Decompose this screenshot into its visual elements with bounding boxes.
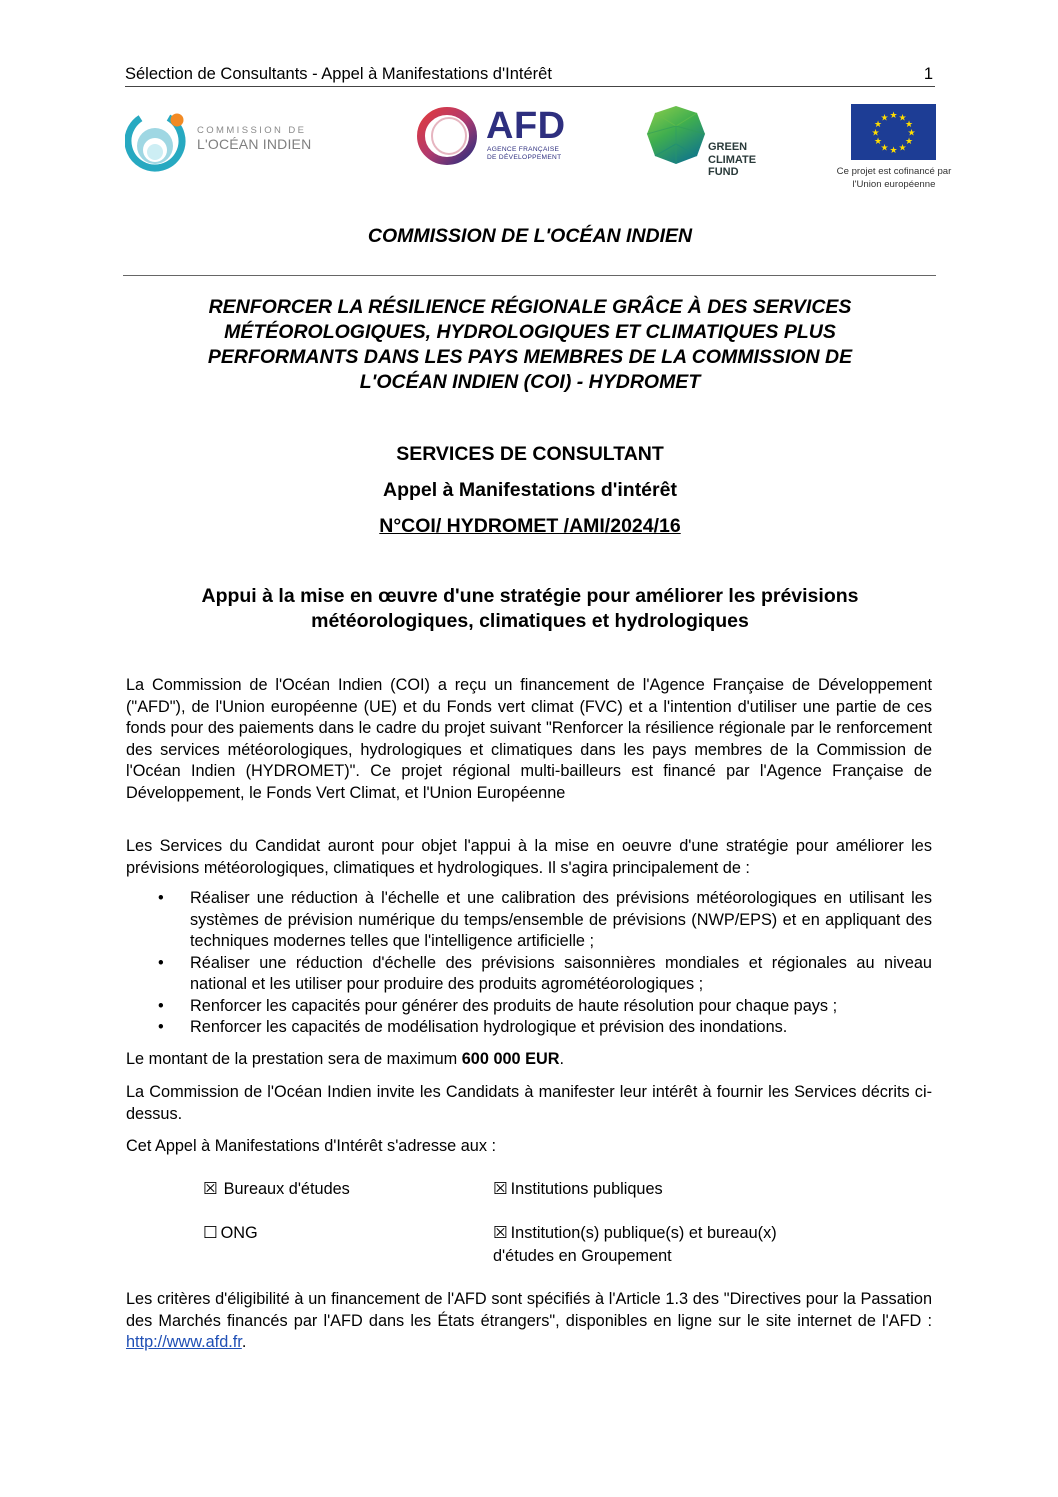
services-heading: SERVICES DE CONSULTANT — [396, 443, 664, 465]
bullet-icon: • — [158, 1018, 164, 1036]
paragraph-invitation: La Commission de l'Océan Indien invite les Candidats à manifester leur intérêt à fournir les Services décrits ci-dessus. — [126, 1083, 932, 1123]
checked-box-icon: ☒ — [493, 1180, 508, 1198]
paragraph-financing: La Commission de l'Océan Indien (COI) a reçu un financement de l'Agence Française de Développement ("AFD"), de l'Union européenne (UE) et du Fonds vert climat (FVC) et a l'intention d'utiliser une partie de ces fonds pour des paiements dans le cadre du projet suivant "Renforcer la résilience régionale par le renforcement des services météorologiques, hydrologiques et climatiques dans les pays membres de la Commission de l'Océan Indien (HYDROMET)". Ce projet régional multi-bailleurs est financé par l'Agence Française de Développement, le Fonds Vert Climat, et l'Union Européenne — [126, 676, 932, 802]
subject-line2: météorologiques, climatiques et hydrologiques — [311, 610, 749, 632]
afd-logo — [416, 106, 566, 166]
gcf-logo-line1: GREEN — [708, 141, 748, 153]
checkbox-label: Institution(s) publique(s) et bureau(x) d'études en Groupement — [493, 1224, 777, 1265]
eu-caption-line2: l'Union européenne — [852, 178, 936, 190]
svg-text:★: ★ — [904, 137, 914, 147]
amount-suffix: . — [559, 1050, 565, 1068]
project-title — [150, 295, 910, 395]
amount-prefix: Le montant de la prestation sera de maximum — [126, 1050, 462, 1068]
svg-text:★: ★ — [880, 143, 889, 154]
coi-emblem-icon — [125, 108, 190, 173]
running-header — [125, 64, 935, 87]
title-divider — [123, 275, 936, 276]
page-number: 1 — [923, 65, 933, 83]
subject-line1: Appui à la mise en œuvre d'une stratégie pour améliorer les prévisions — [201, 585, 859, 607]
services-bullet-list — [126, 888, 932, 1039]
bullet-icon: • — [158, 889, 164, 907]
running-header-title: Sélection de Consultants - Appel à Manifestations d'Intérêt — [125, 65, 552, 83]
afd-logo-line2: DE DÉVELOPPEMENT — [487, 154, 562, 161]
svg-text:★: ★ — [907, 128, 916, 139]
coi-logo-line2: L'OCÉAN INDIEN — [197, 136, 312, 152]
project-title-line4: L'OCÉAN INDIEN (COI) - HYDROMET — [359, 371, 701, 393]
eu-caption-line1: Ce projet est cofinancé par — [836, 166, 952, 177]
gcf-logo-line3: FUND — [708, 166, 739, 178]
gcf-globe-icon — [645, 104, 707, 166]
subject-heading — [150, 584, 910, 634]
list-item — [126, 888, 932, 953]
svg-text:★: ★ — [904, 120, 914, 130]
list-item — [126, 1017, 932, 1039]
checkbox-label: Institutions publiques — [510, 1180, 663, 1198]
afd-website-link[interactable]: http://www.afd.fr — [126, 1333, 242, 1351]
green-climate-fund-logo — [645, 104, 765, 179]
svg-text:★: ★ — [880, 113, 889, 124]
gcf-logo-text — [708, 141, 756, 179]
paragraph-audience: Cet Appel à Manifestations d'Intérêt s'adresse aux : — [126, 1137, 497, 1155]
svg-text:★: ★ — [898, 143, 907, 154]
project-title-line2: MÉTÉOROLOGIQUES, HYDROLOGIQUES ET CLIMATIQUES PLUS — [224, 321, 836, 343]
afd-ring-icon — [416, 106, 480, 166]
paragraph-eligibility — [126, 1289, 932, 1354]
checkbox-label: ONG — [220, 1224, 258, 1242]
afd-logo-subtitle — [487, 146, 561, 162]
project-title-line3: PERFORMANTS DANS LES PAYS MEMBRES DE LA COMMISSION DE — [207, 346, 853, 368]
list-item — [126, 996, 932, 1018]
eligibility-text: Les critères d'éligibilité à un financement de l'AFD sont spécifiés à l'Article 1.3 des "Directives pour la Passation des Marchés financés par l'AFD dans les États étrangers", disponibles en ligne sur le site internet de l'AFD : — [126, 1290, 932, 1330]
eu-cofinancing-caption — [835, 166, 953, 191]
coi-logo — [125, 108, 315, 173]
afd-logo-line1: AGENCE FRANÇAISE — [487, 146, 560, 153]
coi-logo-line1: COMMISSION DE — [197, 125, 307, 136]
eu-flag-icon — [851, 104, 936, 160]
unchecked-box-icon: ☐ — [203, 1224, 218, 1242]
checkbox-groupement[interactable] — [493, 1222, 823, 1268]
project-title-line1: RENFORCER LA RÉSILIENCE RÉGIONALE GRÂCE À DES SERVICES — [208, 296, 852, 318]
checkbox-bureaux-etudes[interactable] — [203, 1178, 350, 1201]
amount-value: 600 000 EUR — [461, 1050, 560, 1068]
svg-text:★: ★ — [898, 113, 907, 124]
eu-logo — [836, 104, 952, 192]
bullet-icon: • — [158, 996, 164, 1015]
list-item-text: Réaliser une réduction à l'échelle et une calibration des prévisions météorologiques en utilisant les systèmes de prévision numérique du temps/ensemble de prévisions (NWP/EPS) et en appliquant des techniques modernes telles que l'intelligence artificielle ; — [190, 889, 932, 950]
bullet-icon: • — [158, 953, 164, 972]
list-item-text: Renforcer les capacités pour générer des produits de haute résolution pour chaque pays ; — [190, 996, 838, 1015]
svg-text:★: ★ — [873, 137, 883, 147]
call-heading: Appel à Manifestations d'intérêt — [383, 479, 677, 501]
paragraph-amount — [126, 1049, 932, 1071]
reference-number: N°COI/ HYDROMET /AMI/2024/16 — [379, 515, 681, 537]
checked-box-icon: ☒ — [203, 1180, 218, 1198]
organization-title: COMMISSION DE L'OCÉAN INDIEN — [367, 225, 693, 247]
checkbox-label: Bureaux d'études — [223, 1180, 350, 1198]
paragraph-services: Les Services du Candidat auront pour objet l'appui à la mise en oeuvre d'une stratégie pour améliorer les prévisions météorologiques, climatiques et hydrologiques. Il s'agira principalement de : — [126, 837, 932, 877]
list-item-text: Renforcer les capacités de modélisation hydrologique et prévision des inondations. — [190, 1018, 788, 1036]
gcf-logo-line2: CLIMATE — [708, 153, 757, 166]
eligibility-suffix: . — [241, 1333, 247, 1351]
svg-text:★: ★ — [873, 120, 883, 130]
checkbox-ong[interactable] — [203, 1222, 258, 1245]
svg-text:★: ★ — [889, 146, 898, 156]
svg-text:★: ★ — [889, 111, 898, 121]
afd-logo-wordmark: AFD — [486, 105, 566, 147]
list-item — [126, 953, 932, 996]
checkbox-institutions-publiques[interactable] — [493, 1178, 663, 1201]
list-item-text: Réaliser une réduction d'échelle des prévisions saisonnières mondiales et régionales au niveau national et les utiliser pour produire des produits agrométéorologiques ; — [190, 953, 932, 993]
svg-text:★: ★ — [871, 128, 880, 139]
checked-box-icon: ☒ — [493, 1224, 508, 1242]
